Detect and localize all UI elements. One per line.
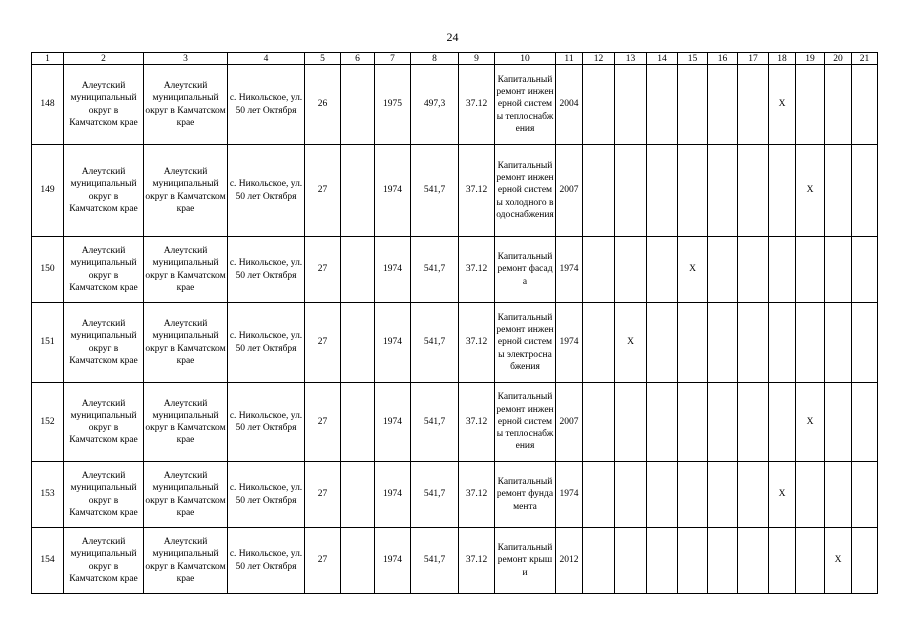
- mark-cell: [615, 462, 647, 528]
- mark-cell: [615, 237, 647, 303]
- mark-cell: [615, 65, 647, 145]
- owner-cell: Алеутский муниципальный округ в Камчатском крае: [144, 303, 228, 383]
- mark-cell: [852, 462, 878, 528]
- house-number-cell: 27: [305, 145, 341, 237]
- mark-cell: [825, 462, 852, 528]
- house-number-cell: 27: [305, 303, 341, 383]
- code-cell: 37.12: [459, 303, 495, 383]
- mark-cell: [769, 528, 796, 594]
- mark-cell: [738, 237, 769, 303]
- mark-cell: [852, 303, 878, 383]
- mark-cell: [825, 237, 852, 303]
- empty-cell: [341, 303, 375, 383]
- owner-cell: Алеутский муниципальный округ в Камчатском крае: [144, 528, 228, 594]
- column-header: 4: [228, 53, 305, 65]
- empty-cell: [341, 65, 375, 145]
- mark-cell: [583, 145, 615, 237]
- mark-cell: [708, 145, 738, 237]
- address-cell: с. Никольское, ул. 50 лет Октября: [228, 528, 305, 594]
- row-number: 152: [32, 383, 64, 462]
- mark-cell: [708, 303, 738, 383]
- house-number-cell: 27: [305, 528, 341, 594]
- year-cell: 2007: [556, 145, 583, 237]
- address-cell: с. Никольское, ул. 50 лет Октября: [228, 65, 305, 145]
- code-cell: 37.12: [459, 462, 495, 528]
- mark-cell: X: [796, 145, 825, 237]
- house-number-cell: 27: [305, 383, 341, 462]
- mark-cell: [825, 383, 852, 462]
- page-number: 24: [446, 30, 459, 44]
- area-cell: 541,7: [411, 145, 459, 237]
- area-cell: 541,7: [411, 383, 459, 462]
- work-type-cell: Капитальный ремонт инженерной системы теплоснабжения: [495, 65, 556, 145]
- work-type-cell: Капитальный ремонт крыши: [495, 528, 556, 594]
- house-number-cell: 27: [305, 462, 341, 528]
- table-row: [32, 145, 878, 237]
- year-built-cell: 1974: [375, 303, 411, 383]
- mark-cell: [647, 303, 678, 383]
- column-header: 3: [144, 53, 228, 65]
- mark-cell: [769, 303, 796, 383]
- table-row: [32, 65, 878, 145]
- column-header: 19: [796, 53, 825, 65]
- year-cell: 1974: [556, 303, 583, 383]
- municipality-cell: Алеутский муниципальный округ в Камчатском крае: [64, 303, 144, 383]
- year-cell: 1974: [556, 237, 583, 303]
- mark-cell: [647, 145, 678, 237]
- mark-cell: [852, 237, 878, 303]
- column-header: 17: [738, 53, 769, 65]
- mark-cell: [769, 383, 796, 462]
- mark-cell: [825, 303, 852, 383]
- mark-cell: [852, 528, 878, 594]
- work-type-cell: Капитальный ремонт фундамента: [495, 462, 556, 528]
- row-number: 153: [32, 462, 64, 528]
- mark-cell: [583, 237, 615, 303]
- address-cell: с. Никольское, ул. 50 лет Октября: [228, 303, 305, 383]
- mark-cell: [738, 528, 769, 594]
- code-cell: 37.12: [459, 237, 495, 303]
- code-cell: 37.12: [459, 145, 495, 237]
- year-built-cell: 1975: [375, 65, 411, 145]
- work-type-cell: Капитальный ремонт инженерной системы теплоснабжения: [495, 383, 556, 462]
- column-header: 9: [459, 53, 495, 65]
- address-cell: с. Никольское, ул. 50 лет Октября: [228, 145, 305, 237]
- column-header: 21: [852, 53, 878, 65]
- mark-cell: X: [796, 383, 825, 462]
- column-header: 2: [64, 53, 144, 65]
- mark-cell: [615, 145, 647, 237]
- mark-cell: X: [615, 303, 647, 383]
- row-number: 148: [32, 65, 64, 145]
- mark-cell: X: [825, 528, 852, 594]
- column-header: 16: [708, 53, 738, 65]
- mark-cell: [615, 528, 647, 594]
- area-cell: 541,7: [411, 303, 459, 383]
- mark-cell: [583, 65, 615, 145]
- mark-cell: X: [769, 462, 796, 528]
- column-header: 8: [411, 53, 459, 65]
- column-header: 6: [341, 53, 375, 65]
- table-row: [32, 303, 878, 383]
- table-row: [32, 462, 878, 528]
- year-cell: 1974: [556, 462, 583, 528]
- mark-cell: [647, 528, 678, 594]
- mark-cell: [708, 237, 738, 303]
- mark-cell: [852, 65, 878, 145]
- column-number-row: [32, 53, 878, 65]
- house-number-cell: 27: [305, 237, 341, 303]
- mark-cell: [708, 383, 738, 462]
- mark-cell: [738, 462, 769, 528]
- mark-cell: X: [678, 237, 708, 303]
- mark-cell: [583, 383, 615, 462]
- mark-cell: [708, 65, 738, 145]
- table-row: [32, 237, 878, 303]
- mark-cell: [738, 383, 769, 462]
- mark-cell: [825, 145, 852, 237]
- empty-cell: [341, 145, 375, 237]
- code-cell: 37.12: [459, 383, 495, 462]
- mark-cell: [647, 237, 678, 303]
- column-header: 13: [615, 53, 647, 65]
- table-row: [32, 528, 878, 594]
- mark-cell: [852, 145, 878, 237]
- house-number-cell: 26: [305, 65, 341, 145]
- empty-cell: [341, 383, 375, 462]
- year-built-cell: 1974: [375, 462, 411, 528]
- column-header: 14: [647, 53, 678, 65]
- code-cell: 37.12: [459, 528, 495, 594]
- empty-cell: [341, 528, 375, 594]
- table-row: [32, 383, 878, 462]
- row-number: 154: [32, 528, 64, 594]
- municipality-cell: Алеутский муниципальный округ в Камчатском крае: [64, 237, 144, 303]
- mark-cell: [852, 383, 878, 462]
- column-header: 7: [375, 53, 411, 65]
- mark-cell: [647, 383, 678, 462]
- mark-cell: [678, 65, 708, 145]
- mark-cell: [678, 383, 708, 462]
- column-header: 5: [305, 53, 341, 65]
- repair-plan-table: [31, 52, 878, 594]
- mark-cell: [825, 65, 852, 145]
- column-header: 10: [495, 53, 556, 65]
- mark-cell: [678, 462, 708, 528]
- address-cell: с. Никольское, ул. 50 лет Октября: [228, 237, 305, 303]
- work-type-cell: Капитальный ремонт инженерной системы электроснабжения: [495, 303, 556, 383]
- mark-cell: [647, 462, 678, 528]
- area-cell: 541,7: [411, 237, 459, 303]
- mark-cell: [583, 303, 615, 383]
- mark-cell: [583, 462, 615, 528]
- mark-cell: [615, 383, 647, 462]
- mark-cell: [678, 303, 708, 383]
- code-cell: 37.12: [459, 65, 495, 145]
- mark-cell: [647, 65, 678, 145]
- owner-cell: Алеутский муниципальный округ в Камчатском крае: [144, 65, 228, 145]
- mark-cell: [678, 145, 708, 237]
- owner-cell: Алеутский муниципальный округ в Камчатском крае: [144, 237, 228, 303]
- mark-cell: [738, 65, 769, 145]
- area-cell: 541,7: [411, 462, 459, 528]
- column-header: 18: [769, 53, 796, 65]
- mark-cell: [769, 237, 796, 303]
- row-number: 150: [32, 237, 64, 303]
- mark-cell: [796, 528, 825, 594]
- mark-cell: [796, 65, 825, 145]
- mark-cell: [796, 462, 825, 528]
- municipality-cell: Алеутский муниципальный округ в Камчатском крае: [64, 528, 144, 594]
- year-cell: 2012: [556, 528, 583, 594]
- municipality-cell: Алеутский муниципальный округ в Камчатском крае: [64, 145, 144, 237]
- year-cell: 2004: [556, 65, 583, 145]
- year-cell: 2007: [556, 383, 583, 462]
- column-header: 1: [32, 53, 64, 65]
- mark-cell: [708, 528, 738, 594]
- mark-cell: [738, 303, 769, 383]
- year-built-cell: 1974: [375, 237, 411, 303]
- empty-cell: [341, 462, 375, 528]
- mark-cell: [583, 528, 615, 594]
- owner-cell: Алеутский муниципальный округ в Камчатском крае: [144, 383, 228, 462]
- mark-cell: [796, 303, 825, 383]
- mark-cell: [796, 237, 825, 303]
- municipality-cell: Алеутский муниципальный округ в Камчатском крае: [64, 383, 144, 462]
- column-header: 15: [678, 53, 708, 65]
- mark-cell: [738, 145, 769, 237]
- column-header: 11: [556, 53, 583, 65]
- address-cell: с. Никольское, ул. 50 лет Октября: [228, 383, 305, 462]
- mark-cell: X: [769, 65, 796, 145]
- mark-cell: [769, 145, 796, 237]
- address-cell: с. Никольское, ул. 50 лет Октября: [228, 462, 305, 528]
- row-number: 149: [32, 145, 64, 237]
- owner-cell: Алеутский муниципальный округ в Камчатском крае: [144, 145, 228, 237]
- work-type-cell: Капитальный ремонт фасада: [495, 237, 556, 303]
- mark-cell: [708, 462, 738, 528]
- column-header: 12: [583, 53, 615, 65]
- year-built-cell: 1974: [375, 528, 411, 594]
- row-number: 151: [32, 303, 64, 383]
- owner-cell: Алеутский муниципальный округ в Камчатском крае: [144, 462, 228, 528]
- mark-cell: [678, 528, 708, 594]
- year-built-cell: 1974: [375, 145, 411, 237]
- area-cell: 497,3: [411, 65, 459, 145]
- municipality-cell: Алеутский муниципальный округ в Камчатском крае: [64, 462, 144, 528]
- empty-cell: [341, 237, 375, 303]
- work-type-cell: Капитальный ремонт инженерной системы холодного водоснабжения: [495, 145, 556, 237]
- column-header: 20: [825, 53, 852, 65]
- year-built-cell: 1974: [375, 383, 411, 462]
- area-cell: 541,7: [411, 528, 459, 594]
- municipality-cell: Алеутский муниципальный округ в Камчатском крае: [64, 65, 144, 145]
